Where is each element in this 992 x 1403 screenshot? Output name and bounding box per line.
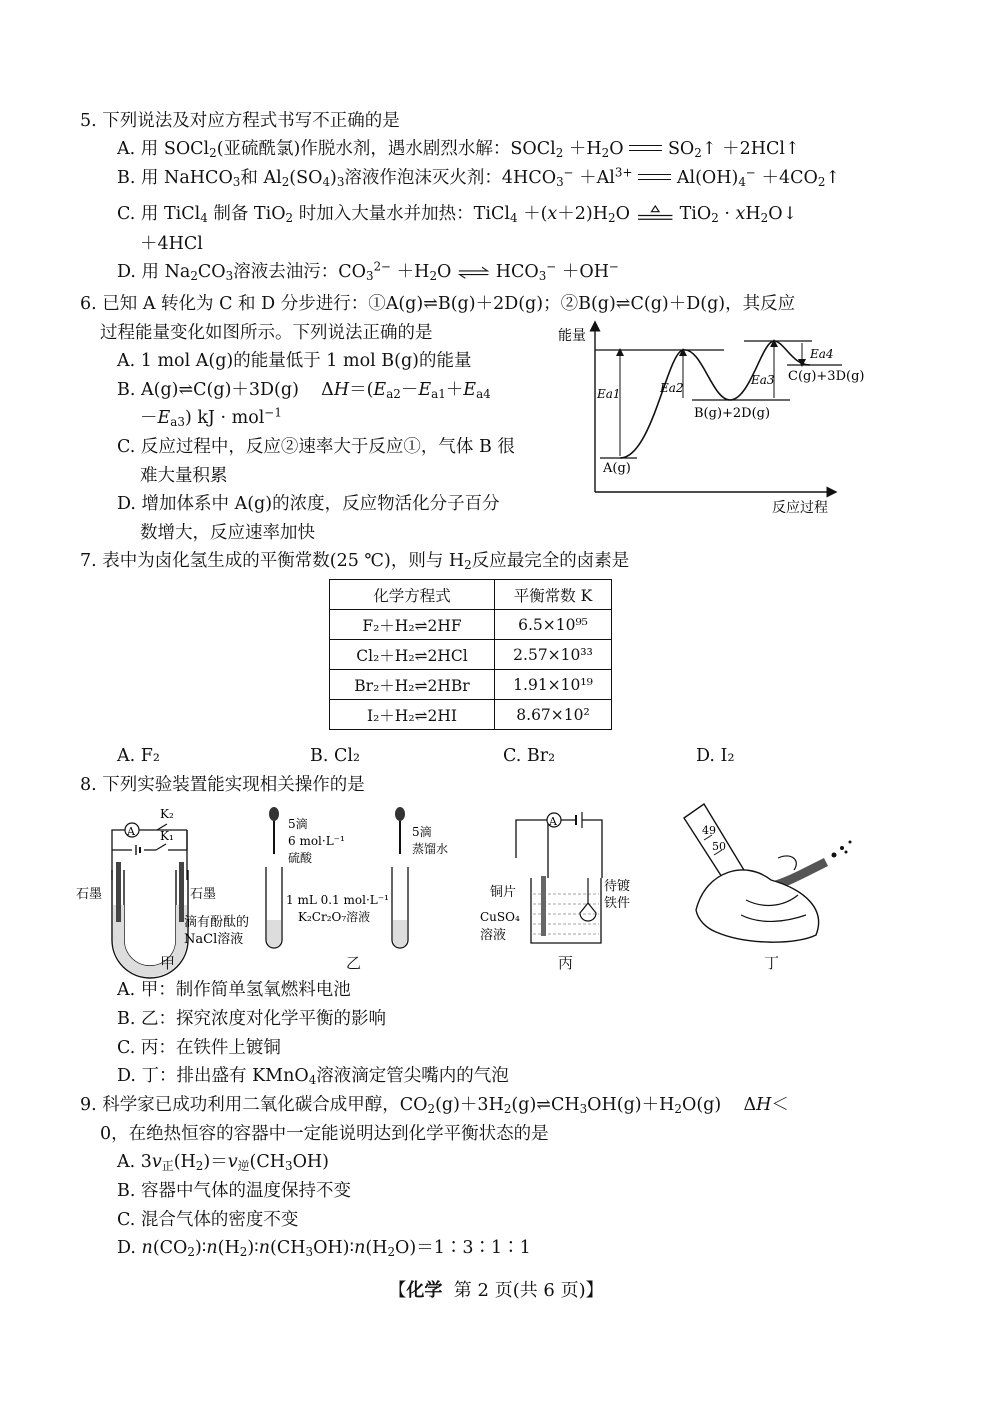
iron-label-2: 铁件: [604, 896, 631, 911]
label-b: B(g)+2D(g): [694, 406, 771, 421]
q5-option-d: D. 用 $Na_2CO_3$溶液去油污：$CO_3^{2-} +H_2O$ $HCO_3^- +OH^-$: [117, 259, 619, 283]
iron-label-1: 待镀: [604, 879, 631, 894]
q6-option-d-line1: D. 增加体系中 A(g)的浓度，反应物活化分子百分: [117, 494, 500, 514]
k2-label: K₂: [160, 807, 174, 821]
q5-option-c: C. 用 TiCl$_4$ 制备 TiO$_2$ 时加入大量水并加热：TiCl$_4$ $+(x+2)H_2O$ $TiO_2 \cdot xH_2O↓$: [117, 204, 798, 225]
cell-eq: Cl₂＋H₂⇌2HCl: [330, 640, 495, 670]
q8-option-a: A. 甲：制作简单氢氧燃料电池: [117, 980, 351, 1000]
q5-option-a: A. 用 SOCl$_2$(亚硫酰氯)作脱水剂，遇水剧烈水解：SOCl$_2$ $+H_2O$ $SO_2↑$ ＋2HCl↑: [117, 139, 800, 160]
cuso4-label: CuSO₄: [480, 910, 520, 924]
q6-option-d-line2: 数增大，反应速率加快: [140, 523, 315, 543]
col-header-equation: 化学方程式: [330, 580, 495, 610]
acid-conc: 6 mol·L⁻¹: [288, 834, 345, 848]
drops-b: 5滴: [412, 825, 432, 839]
footer-page: 第 2 页(共 6 页): [453, 1280, 586, 1301]
right-electrode-label: 石墨: [190, 887, 217, 902]
q8-stem: 8. 下列实验装置能实现相关操作的是: [80, 775, 365, 795]
q9-option-d: D. $n(CO_2)∶n(H_2)∶n(CH_3OH)∶n(H_2O)=1∶3∶1∶1$: [117, 1238, 531, 1259]
figure-yi: [262, 802, 462, 952]
q6-option-c-line2: 难大量积累: [140, 466, 228, 486]
cuso4-solution: 溶液: [480, 928, 507, 943]
ammeter-label: A: [127, 825, 135, 838]
equilibrium-table: [329, 579, 612, 730]
q6-option-b: B. A(g)⇌C(g)＋3D(g) $\Delta H=(E_{a2}-E_{a1}+E_{a4}$: [117, 380, 491, 401]
water-label: 蒸馏水: [412, 842, 449, 856]
col-header-k: 平衡常数 K: [495, 580, 612, 610]
label-a: A(g): [603, 461, 631, 476]
footer-subject: 化学: [406, 1280, 443, 1301]
q8-option-b: B. 乙：探究浓度对化学平衡的影响: [117, 1009, 386, 1029]
label-ea2: Ea2: [660, 381, 684, 395]
q5-stem: 5. 下列说法及对应方程式书写不正确的是: [80, 111, 400, 131]
table-row: [330, 610, 612, 640]
label-ea3: Ea3: [751, 373, 775, 387]
q9-option-b: B. 容器中气体的温度保持不变: [117, 1181, 351, 1201]
table-row: [330, 640, 612, 670]
burette-mark-50: 50: [712, 840, 726, 853]
cell-k: 2.57×10³³: [495, 640, 612, 670]
q5-option-b: B. 用 NaHCO$_3$和 $Al_2(SO_4)_3$溶液作泡沫灭火剂：$4HCO_3^- +Al^{3+}$ $Al(OH)_4^-$ $+4CO_2↑$: [117, 165, 841, 189]
q6-option-a: A. 1 mol A(g)的能量低于 1 mol B(g)的能量: [117, 351, 472, 371]
figure-jia-caption: 甲: [160, 954, 176, 972]
table-row: [330, 700, 612, 730]
cell-eq: Br₂＋H₂⇌2HBr: [330, 670, 495, 700]
ammeter-label: A: [549, 815, 557, 828]
q9-option-a: A. $3v_正(H_2)=v_逆(CH_3OH)$: [117, 1152, 329, 1173]
progress-axis-label: 反应过程: [772, 500, 828, 516]
q7-option-d: D. I₂: [696, 746, 735, 766]
solution-label-1: 滴有酚酞的: [184, 915, 250, 930]
q8-option-c: C. 丙：在铁件上镀铜: [117, 1038, 281, 1058]
q9-option-c: C. 混合气体的密度不变: [117, 1210, 299, 1230]
q6-stem-line1: 6. 已知 A 转化为 C 和 D 分步进行：①A(g)⇌B(g)＋2D(g)；②B(g)⇌C(g)＋D(g)，其反应: [80, 294, 796, 314]
figure-bing-caption: 丙: [558, 954, 574, 972]
k1-label: K₁: [160, 829, 174, 843]
label-ea4: Ea4: [810, 347, 834, 361]
drops-a: 5滴: [288, 817, 308, 831]
page-footer: 【化学 第 2 页(共 6 页)】: [388, 1280, 604, 1301]
q9-stem-line1: 9. 科学家已成功利用二氧化碳合成甲醇，$CO_2(g)+3H_2(g)\rightleftharpoons CH_3OH(g)+H_2O(g)$ ΔH＜: [80, 1095, 789, 1116]
label-ea1: Ea1: [597, 387, 621, 401]
energy-axis-label: 能量: [558, 328, 586, 344]
q8-option-d: D. 丁：排出盛有 KMnO$_4$溶液滴定管尖嘴内的气泡: [117, 1066, 509, 1087]
q6-stem-line2: 过程能量变化如图所示。下列说法正确的是: [100, 323, 433, 343]
left-electrode-label: 石墨: [76, 887, 103, 902]
q7-stem: 7. 表中为卤化氢生成的平衡常数(25 ℃)，则与 $H_2$反应最完全的卤素是: [80, 551, 630, 572]
copper-label: 铜片: [490, 885, 517, 900]
figure-bing: [476, 808, 636, 953]
acid-name: 硫酸: [288, 851, 313, 865]
figure-ding: [676, 800, 871, 950]
burette-mark-49: 49: [702, 824, 716, 837]
cell-eq: F₂＋H₂⇌2HF: [330, 610, 495, 640]
solution-name: K₂Cr₂O₇溶液: [298, 910, 371, 924]
figure-yi-caption: 乙: [346, 954, 362, 972]
q7-option-c: C. Br₂: [503, 746, 556, 766]
label-c: C(g)+3D(g): [788, 369, 865, 384]
cell-eq: I₂＋H₂⇌2HI: [330, 700, 495, 730]
q6-option-c-line1: C. 反应过程中，反应②速率大于反应①，气体 B 很: [117, 437, 515, 457]
figure-ding-caption: 丁: [764, 954, 780, 972]
solution-label-2: NaCl溶液: [184, 932, 244, 947]
solution-volume: 1 mL 0.1 mol·L⁻¹: [286, 893, 389, 907]
q7-option-b: B. Cl₂: [310, 746, 360, 766]
table-row: [330, 670, 612, 700]
q9-stem-line2: 0，在绝热恒容的容器中一定能说明达到化学平衡状态的是: [100, 1124, 549, 1144]
cell-k: 8.67×10²: [495, 700, 612, 730]
q7-option-a: A. F₂: [117, 746, 160, 766]
energy-diagram: [552, 318, 867, 518]
cell-k: 6.5×10⁹⁵: [495, 610, 612, 640]
cell-k: 1.91×10¹⁹: [495, 670, 612, 700]
